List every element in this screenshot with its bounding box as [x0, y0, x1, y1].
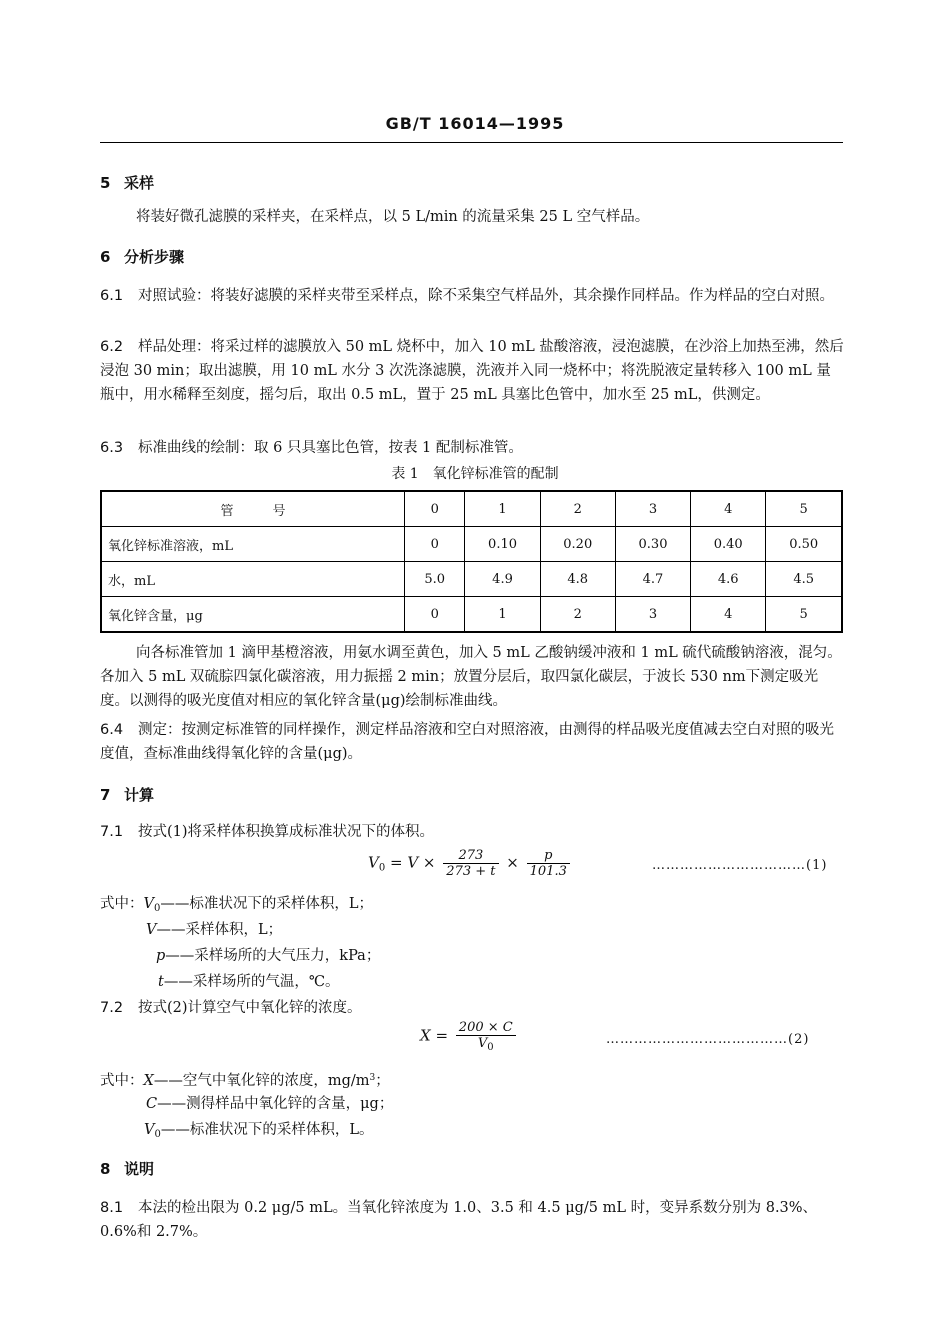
clause-number: 6.4	[100, 722, 124, 738]
clause-number: 7.1	[100, 824, 124, 840]
clause-text: 按式(2)计算空气中氧化锌的浓度。	[138, 1000, 362, 1016]
where-1-row	[158, 970, 340, 994]
table-row	[101, 527, 842, 562]
section-5-text: 将装好微孔滤膜的采样夹，在采样点，以 5 L/min 的流量采集 25 L 空气样品。	[136, 209, 650, 225]
table-cell: 4.8	[540, 562, 615, 597]
where-desc: ——采样场所的气温，℃。	[163, 974, 340, 990]
clause-number: 6.3	[100, 440, 124, 456]
section-6-heading	[100, 246, 184, 267]
section-number: 5	[100, 174, 111, 192]
table-row-label: 水，mL	[101, 562, 405, 597]
table-cell: 4	[691, 597, 766, 633]
table-cell: 0.50	[766, 527, 842, 562]
paragraph-6-4	[100, 718, 845, 766]
paragraph-6-3	[100, 436, 845, 460]
eq1-fraction-2	[527, 848, 570, 879]
clause-number: 6.1	[100, 288, 124, 304]
where-symbol: X	[143, 1073, 154, 1089]
clause-number: 7.2	[100, 1000, 124, 1016]
standard-header: GB/T 16014—1995	[385, 114, 565, 133]
where-symbol: C	[146, 1096, 158, 1112]
table-cell: 0	[405, 491, 465, 527]
table-cell: 0.30	[615, 527, 690, 562]
section-number: 6	[100, 248, 111, 266]
table-cell: 4.7	[615, 562, 690, 597]
equation-2-number	[606, 1032, 809, 1047]
where-symbol: t	[158, 974, 164, 990]
table-header-row	[101, 491, 842, 527]
clause-number: 8.1	[100, 1200, 124, 1216]
section-7-heading	[100, 784, 154, 805]
paragraph-7-1	[100, 820, 434, 844]
section-title: 采样	[124, 174, 155, 192]
table-cell: 0.10	[465, 527, 540, 562]
table-cell: 3	[615, 597, 690, 633]
table-row-label: 氧化锌含量，μg	[101, 597, 405, 633]
eq1-lhs: V	[368, 853, 379, 872]
clause-text: 测定：按测定标准管的同样操作，测定样品溶液和空白对照溶液，由测得的样品吸光度值减去空白对照的吸光度值，查标准曲线得氧化锌的含量(μg)。	[100, 722, 834, 762]
clause-text: 按式(1)将采样体积换算成标准状况下的体积。	[138, 824, 435, 840]
clause-text: 样品处理：将采过样的滤膜放入 50 mL 烧杯中，加入 10 mL 盐酸溶液，浸泡滤膜，在沙浴上加热至沸，然后浸泡 30 min；取出滤膜，用 10 mL 水分 3 次洗涤滤膜，洗液并入同一烧杯中；将洗脱液定量转移入 100 mL 量瓶中，用水稀释至刻度，摇匀后，取出 0.5 mL，置于 25 mL 具塞比色管中，加水至 25 mL，供测定。	[100, 339, 844, 403]
table-row-label: 氧化锌标准溶液，mL	[101, 527, 405, 562]
where-symbol-sub: 0	[153, 903, 161, 914]
fraction-numerator: p	[527, 848, 570, 864]
where-symbol: p	[156, 948, 166, 964]
where-desc: ——采样体积，L；	[156, 922, 283, 938]
where-symbol-sub: 0	[154, 1129, 161, 1140]
table-cell: 1	[465, 597, 540, 633]
where-desc: ——测得样品中氧化锌的含量，μg；	[157, 1096, 394, 1112]
where-symbol: V	[143, 896, 154, 912]
table-cell: 3	[615, 491, 690, 527]
section-8-heading	[100, 1158, 154, 1179]
eq2-lhs: X =	[420, 1026, 449, 1045]
table-cell: 5.0	[405, 562, 465, 597]
clause-text: 本法的检出限为 0.2 μg/5 mL。当氧化锌浓度为 1.0、3.5 和 4.5 μg/5 mL 时，变异系数分别为 8.3%、0.6%和 2.7%。	[100, 1200, 818, 1240]
leader-dots: ……………………………	[652, 858, 806, 873]
table-cell: 0.20	[540, 527, 615, 562]
fraction-numerator: 200 × C	[456, 1020, 516, 1036]
fraction-numerator: 273	[443, 848, 498, 864]
where-2-row	[100, 1066, 390, 1093]
table-cell: 0.40	[691, 527, 766, 562]
paragraph-7-2	[100, 996, 362, 1020]
equation-1	[368, 848, 573, 879]
where-desc: ——采样场所的大气压力，kPa；	[165, 948, 381, 964]
table-cell: 1	[465, 491, 540, 527]
paragraph-6-1	[100, 284, 845, 308]
clause-number: 6.2	[100, 339, 124, 355]
den-main: V	[477, 1036, 488, 1051]
clause-text: 标准曲线的绘制：取 6 只具塞比色管，按表 1 配制标准管。	[138, 440, 523, 456]
where-2-row	[144, 1118, 374, 1147]
where-desc: ——空气中氧化锌的浓度，mg/m	[153, 1073, 370, 1089]
section-title: 计算	[124, 786, 155, 804]
where-2-row	[146, 1092, 393, 1116]
where-symbol: V	[146, 922, 157, 938]
where-desc: ——标准状况下的采样体积，L；	[160, 896, 373, 912]
table-cell: 4.5	[766, 562, 842, 597]
where-1-row	[146, 918, 282, 942]
eq1-fraction-1	[443, 848, 498, 879]
paragraph-6-3-continued: 向各标准管加 1 滴甲基橙溶液，用氨水调至黄色，加入 5 mL 乙酸钠缓冲液和 1 mL 硫代硫酸钠溶液，混匀。各加入 5 mL 双硫腙四氯化碳溶液，用力振摇 2 min；放置分层后，取四氯化碳层，于波长 530 nm下测定吸光度。以测得的吸光度值对相应的氧化锌含量(μg)绘制标准曲线。	[100, 645, 842, 709]
table-cell: 0	[405, 527, 465, 562]
table-cell: 2	[540, 491, 615, 527]
fraction-denominator: 101.3	[529, 864, 567, 879]
eq2-fraction	[456, 1020, 516, 1053]
equation-label: (1)	[806, 858, 828, 873]
eq1-eq-text: = V ×	[390, 853, 436, 872]
paragraph-6-2	[100, 335, 845, 407]
table-caption: 表 1 氧化锌标准管的配制	[391, 466, 559, 482]
section-title: 分析步骤	[124, 248, 185, 266]
eq1-lhs-sub: 0	[378, 862, 386, 874]
standard-tube-table	[100, 490, 843, 633]
where-prefix: 式中：	[100, 1073, 144, 1089]
equation-1-number	[652, 858, 827, 873]
where-symbol: V	[144, 1122, 155, 1138]
equation-2	[420, 1020, 519, 1053]
where-desc: ——标准状况下的采样体积，L。	[160, 1122, 374, 1138]
header-rule	[100, 142, 843, 143]
where-sup: 3	[369, 1073, 376, 1083]
den-sub: 0	[487, 1042, 494, 1053]
paragraph-8-1	[100, 1196, 845, 1244]
leader-dots: …………………………………	[606, 1032, 788, 1047]
where-prefix: 式中：	[100, 896, 144, 912]
table-cell: 2	[540, 597, 615, 633]
fraction-denominator: 273 + t	[446, 864, 496, 879]
clause-text: 对照试验：将装好滤膜的采样夹带至采样点，除不采集空气样品外，其余操作同样品。作为样品的空白对照。	[138, 288, 834, 304]
section-5-heading	[100, 172, 154, 193]
section-number: 8	[100, 1160, 111, 1178]
table-cell: 0	[405, 597, 465, 633]
table-cell: 4.9	[465, 562, 540, 597]
where-end: ；	[375, 1073, 390, 1089]
fraction-denominator	[456, 1036, 516, 1053]
table-cell: 5	[766, 597, 842, 633]
table-cell: 5	[766, 491, 842, 527]
table-row	[101, 597, 842, 633]
table-header-label: 管 号	[101, 491, 405, 527]
section-title: 说明	[124, 1160, 155, 1178]
section-number: 7	[100, 786, 111, 804]
eq1-times: ×	[506, 853, 519, 872]
table-cell: 4.6	[691, 562, 766, 597]
table-cell: 4	[691, 491, 766, 527]
table-row	[101, 562, 842, 597]
where-1-row	[100, 892, 373, 921]
equation-label: (2)	[788, 1032, 810, 1047]
where-1-row	[156, 944, 380, 968]
